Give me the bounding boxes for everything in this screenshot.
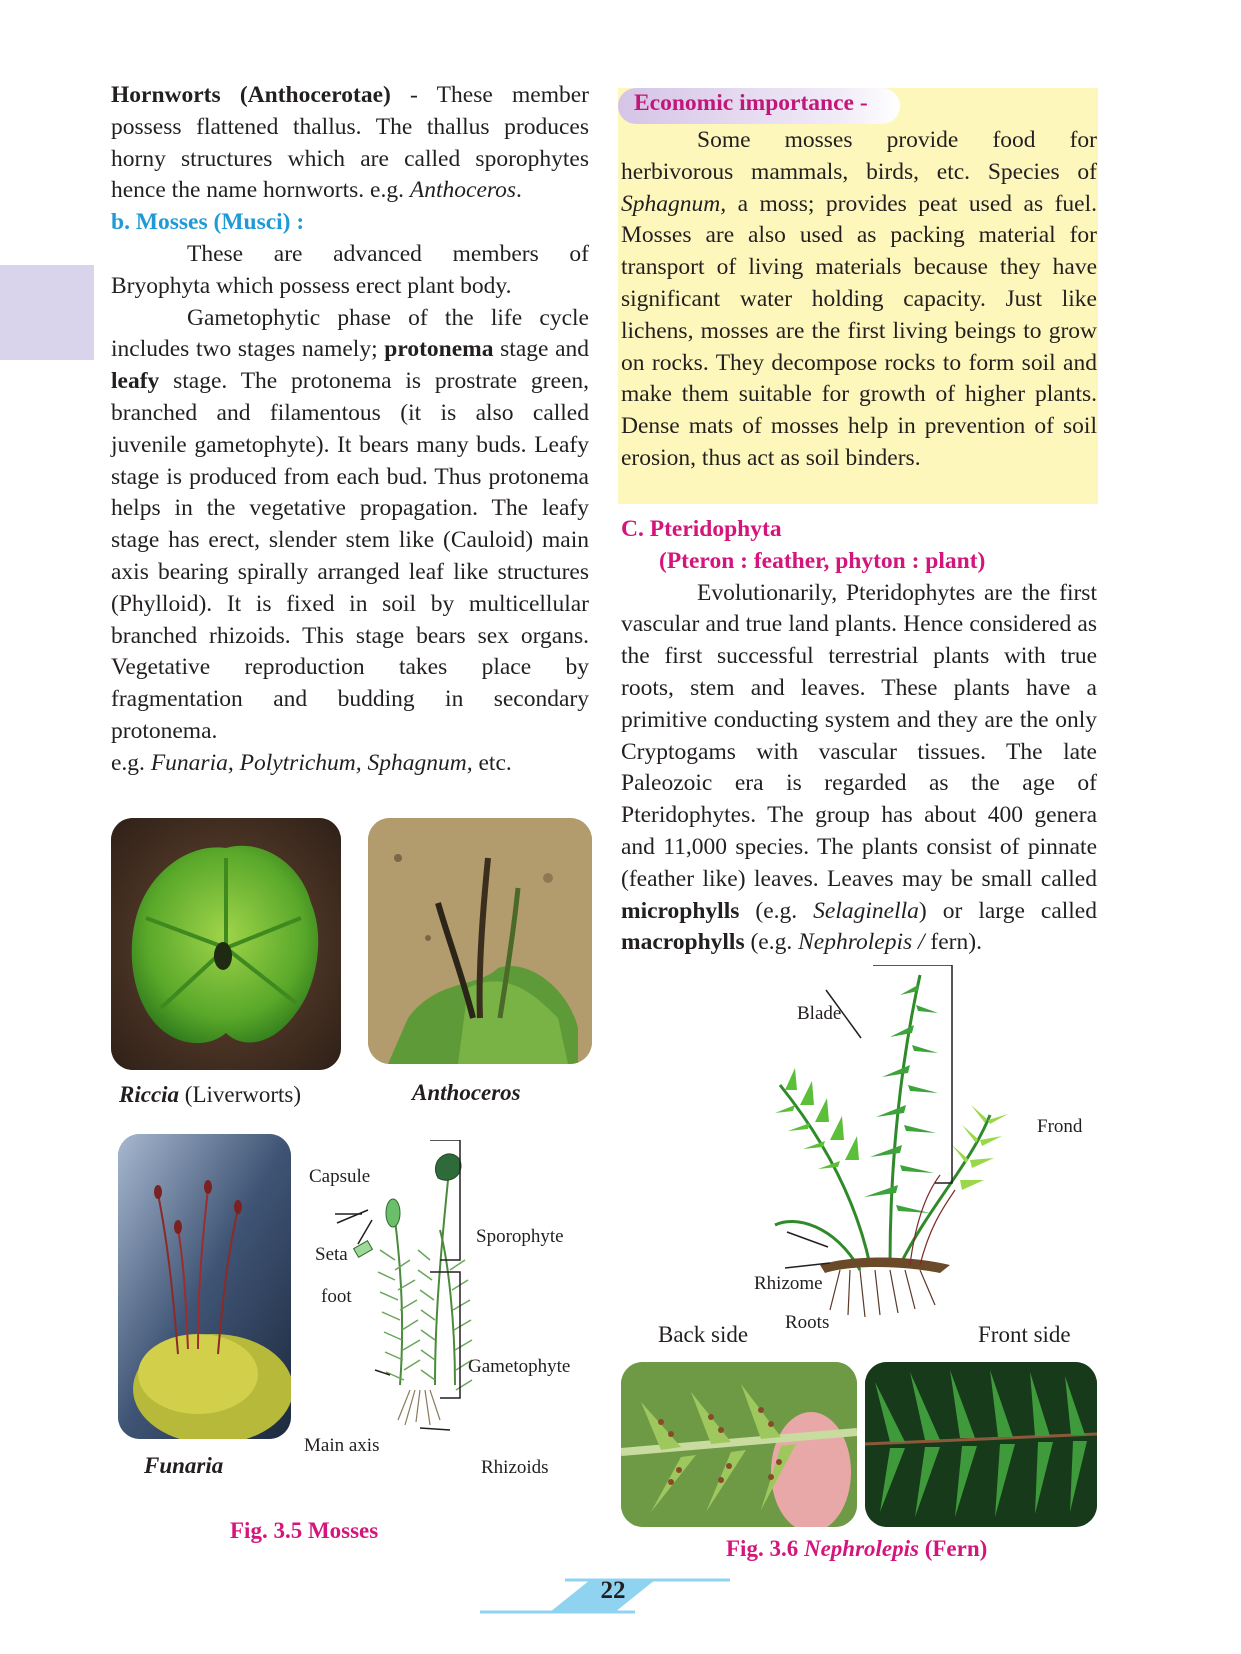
rhizoids-label: Rhizoids [481, 1457, 549, 1478]
rhizome-label: Rhizome [754, 1273, 823, 1294]
hornworts-example: Anthoceros [409, 177, 517, 204]
mosses-p2-text: Gametophytic phase of the life cycle includes two stages namely; [111, 304, 589, 363]
fern-front-side-photo [865, 1362, 1097, 1527]
back-side-caption: Back side [658, 1322, 749, 1347]
riccia-photo [111, 818, 341, 1070]
econ-text: a moss; provides peat used as fuel. Mosses are also used as packing material for transport of living materials because they have significant water holding capacity. Just like lichens, mosses are the first living beings to grow on rocks. They decompose rocks to form soil and make them suitable for growth of higher plants. Dense mats of mosses help in prevention of soil erosion, thus act as soil binders. [621, 190, 1097, 471]
hornworts-text: - These member possess flattened thallus. The thallus produces horny structures which are called sporophytes hence the name hornworts. e.g. [111, 82, 589, 204]
econ-paragraph [621, 125, 1097, 475]
selaginella-term: Selaginella [813, 897, 919, 924]
anthoceros-name: Anthoceros [412, 1080, 521, 1105]
funaria-photo [118, 1134, 291, 1439]
capsule-label: Capsule [309, 1166, 371, 1187]
foot-label: foot [321, 1286, 352, 1307]
protonema-term: protonema [384, 336, 494, 363]
economic-importance-heading [618, 88, 900, 124]
pterido-text: ) or large called [918, 897, 1097, 924]
chapter-side-tab [0, 265, 94, 360]
anthoceros-caption [412, 1080, 521, 1106]
macrophylls-term: macrophylls [621, 929, 745, 956]
mosses-paragraph-2 [111, 303, 589, 748]
front-side-caption: Front side [978, 1322, 1071, 1347]
pteridophyta-subheading: (Pteron : feather, phyton : plant) [659, 547, 986, 574]
sphagnum-term: Sphagnum, [621, 190, 727, 217]
figure-3-5-caption: Fig. 3.5 Mosses [230, 1518, 379, 1543]
riccia-caption [119, 1082, 301, 1108]
economic-importance-text [621, 125, 1097, 475]
pterido-text: (e.g. [739, 897, 814, 924]
mosses-heading: b. Mosses (Musci) : [111, 209, 305, 236]
main-axis-label: Main axis [304, 1435, 380, 1456]
eg-end: etc. [472, 749, 512, 776]
mosses-p2-text: stage. The protonema is prostrate green, branched and filamentous (it is also called juvenile gametophyte). It bears many buds. Leafy stage is produced from each bud. Thus protonema helps in the vegetative propagation. The leafy stage has erect, slender stem like (Cauloid) main axis bearing spirally arranged leaf like structures (Phylloid). It is fixed in soil by multicellular branched rhizoids. This stage bears sex organs. Vegetative reproduction takes place by fragmentation and budding in secondary protonema. [111, 368, 589, 744]
gametophyte-label: Gametophyte [468, 1356, 571, 1377]
pterido-text: Evolutionarily, Pteridophytes are the first vascular and true land plants. Hence considered as the first successful terrestrial plants with true roots, stem and leaves. These plants have a primitive conducting system and they are the only Cryptogams with vascular tissues. The late Paleozoic era is regarded as the age of Pteridophytes. The group has about 400 genera and 11,000 species. The plants consist of pinnate (feather like) leaves. Leaves may be small called [621, 579, 1097, 892]
page-number: 22 [600, 1577, 626, 1604]
pteridophyta-section [621, 514, 1097, 959]
funaria-name: Funaria [144, 1453, 224, 1478]
anthoceros-photo [368, 818, 592, 1064]
riccia-name: Riccia [119, 1082, 180, 1107]
eg-label: e.g. [111, 749, 151, 776]
hornworts-end: . [516, 177, 522, 204]
fern-diagram [740, 965, 1070, 1355]
mosses-p2-text: stage and [493, 336, 589, 363]
frond-label: Frond [1037, 1116, 1083, 1137]
fig36-nephrolepis: Nephrolepis [803, 1536, 919, 1561]
seta-label: Seta [315, 1244, 348, 1265]
microphylls-term: microphylls [621, 897, 740, 924]
hornworts-heading: Hornworts (Anthocerotae) [111, 82, 391, 108]
hornworts-paragraph [111, 80, 589, 207]
economic-importance-title: Economic importance - [634, 90, 868, 116]
figure-3-6-caption [726, 1536, 987, 1562]
fig36-suffix: (Fern) [918, 1536, 988, 1561]
pterido-text: (e.g. [744, 929, 799, 956]
funaria-caption [144, 1453, 223, 1479]
pteridophyta-paragraph [621, 578, 1097, 960]
left-column [111, 80, 589, 780]
sporophyte-label: Sporophyte [476, 1226, 564, 1247]
mosses-paragraph-1: These are advanced members of Bryophyta which possess erect plant body. [111, 240, 589, 299]
blade-label: Blade [797, 1003, 842, 1024]
pteridophyta-heading: C. Pteridophyta [621, 516, 782, 542]
riccia-rest: (Liverworts) [179, 1082, 302, 1107]
mosses-examples [111, 748, 589, 780]
nephrolepis-term: Nephrolepis / [798, 929, 925, 956]
moss-diagram [300, 1140, 600, 1485]
moss-example-names: Funaria, Polytrichum, Sphagnum, [150, 749, 473, 776]
fern-back-side-photo [621, 1362, 857, 1527]
fig36-prefix: Fig. 3.6 [726, 1536, 804, 1561]
pterido-text: fern). [924, 929, 982, 956]
leafy-term: leafy [111, 368, 160, 395]
roots-label: Roots [785, 1312, 830, 1333]
econ-text: Some mosses provide food for herbivorous mammals, birds, etc. Species of [621, 127, 1097, 185]
